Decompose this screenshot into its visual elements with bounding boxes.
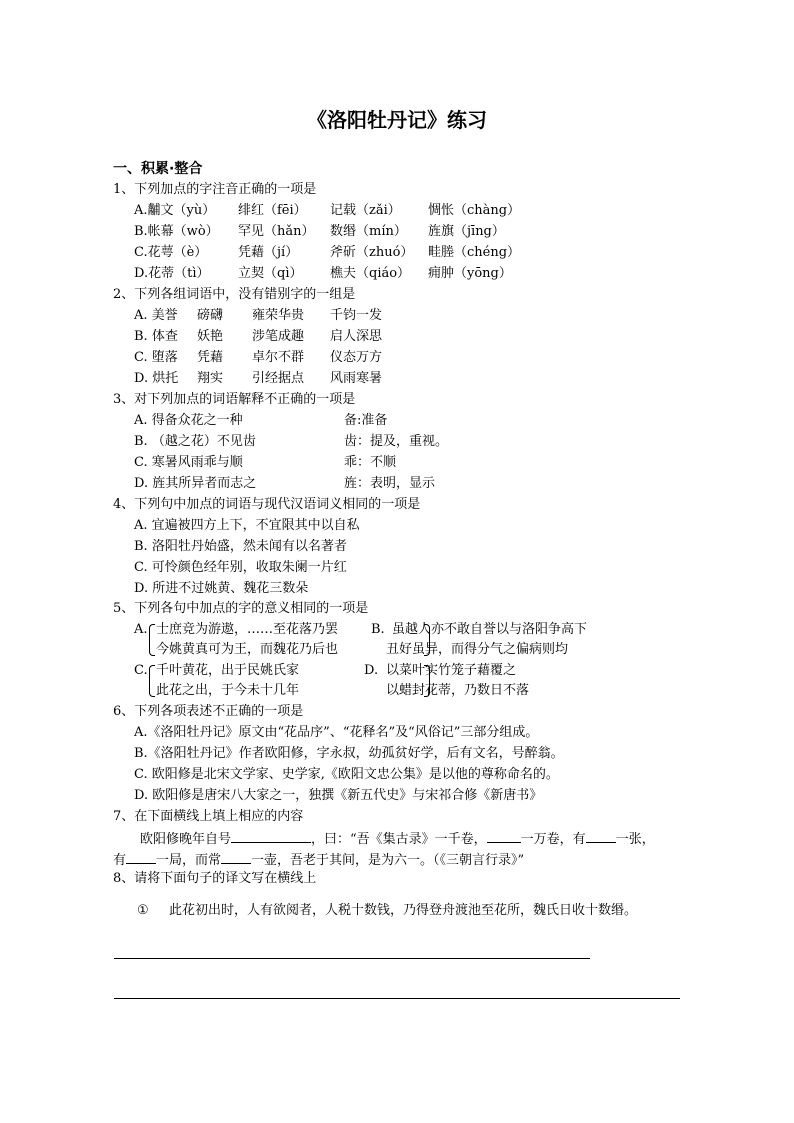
question-8-stem: 8、请将下面句子的译文写在横线上 xyxy=(113,871,317,886)
question-2-stem: 2、下列各组词语中，没有错别字的一组是 xyxy=(113,287,356,302)
answer-blank[interactable] xyxy=(231,830,311,843)
option-line: D. 所进不过姚黄、魏花三数朵 xyxy=(134,581,309,596)
option-cell: 凭藉（jí） xyxy=(238,245,299,260)
option-line: A. 宜遍被四方上下，不宜限其中以自私 xyxy=(134,518,360,533)
text-segment: 有 xyxy=(113,853,127,868)
option-cell: 斧斫（zhuó） xyxy=(330,245,414,260)
answer-blank[interactable] xyxy=(221,851,251,864)
option-cell: 乖：不顺 xyxy=(344,455,397,470)
option-line: 虽越人亦不敢自誉以与洛阳争高下 xyxy=(392,622,588,637)
question-7-stem: 7、在下面横线上填上相应的内容 xyxy=(113,809,304,824)
option-cell: 风雨寒暑 xyxy=(330,371,383,386)
text-segment: 一张， xyxy=(615,832,655,847)
translation-sentence: 此花初出时，人有欲阅者，人税十数钱，乃得登舟渡池至花所，魏氏日收十数缗。 xyxy=(169,903,638,918)
answer-blank[interactable] xyxy=(126,851,156,864)
option-line: 士庶竞为游遨，……至花落乃罢 xyxy=(156,622,339,637)
option-line: 此花之出，于今未十几年 xyxy=(156,683,300,698)
answer-line[interactable] xyxy=(114,958,590,959)
answer-blank[interactable] xyxy=(487,830,521,843)
option-cell: 数缗（mín） xyxy=(330,224,407,239)
translation-number: ① xyxy=(137,903,149,918)
option-cell: 畦塍（chéng） xyxy=(428,245,521,260)
option-cell: 磅礴 xyxy=(197,308,224,323)
text-segment: 一万卷，有 xyxy=(520,832,586,847)
option-cell: 仪态万方 xyxy=(330,350,383,365)
option-cell: C.花萼（è） xyxy=(134,245,208,260)
option-line: C. 欧阳修是北宋文学家、史学家,《欧阳文忠公集》是以他的尊称命名的。 xyxy=(134,767,559,782)
section-heading: 一、积累·整合 xyxy=(113,161,203,177)
option-line: B.《洛阳牡丹记》作者欧阳修，字永叔，幼孤贫好学，后有文名，号醉翁。 xyxy=(134,746,564,761)
option-line: D. 欧阳修是唐宋八大家之一，独撰《新五代史》与宋祁合修《新唐书》 xyxy=(134,788,543,803)
option-line: 今姚黄真可为王，而魏花乃后也 xyxy=(156,642,339,657)
option-line: 以菜叶实竹笼子藉覆之 xyxy=(386,663,517,678)
fill-blank-line-2 xyxy=(113,851,524,869)
option-cell: B. 体查 xyxy=(134,329,178,344)
text-segment: ，曰：“吾《集古录》一千卷， xyxy=(311,832,487,847)
option-line: 丑好虽异，而得分气之偏病则均 xyxy=(386,642,569,657)
option-cell: 涉笔成趣 xyxy=(252,329,305,344)
option-line: C. 可怜颜色经年别，收取朱阑一片红 xyxy=(134,560,347,575)
option-cell: D. 旌其所异者而志之 xyxy=(134,476,257,491)
option-cell: 凭藉 xyxy=(197,350,224,365)
option-line: A.《洛阳牡丹记》原文由“花品序”、“花释名”及“风俗记”三部分组成。 xyxy=(134,725,539,740)
option-line: 千叶黄花，出于民姚氏家 xyxy=(156,663,300,678)
option-line: B. 洛阳牡丹始盛，然未闻有以名著者 xyxy=(134,539,347,554)
question-5-stem: 5、下列各句中加点的字的意义相同的一项是 xyxy=(113,601,369,616)
brace-mark xyxy=(149,624,155,656)
option-line: 以蜡封花蒂，乃数日不落 xyxy=(386,683,530,698)
option-label: A. xyxy=(134,622,148,637)
option-cell: 绯红（fēi） xyxy=(238,203,307,218)
question-6-stem: 6、下列各项表述不正确的一项是 xyxy=(113,704,304,719)
option-cell: 妖艳 xyxy=(197,329,224,344)
option-cell: 雍荣华贵 xyxy=(252,308,305,323)
page-title: 《洛阳牡丹记》练习 xyxy=(307,108,487,132)
option-cell: D.花蒂（tì） xyxy=(134,266,210,281)
option-cell: 备:准备 xyxy=(344,413,388,428)
option-cell: B. （越之花）不见齿 xyxy=(134,434,256,449)
answer-blank[interactable] xyxy=(586,830,616,843)
text-segment: 一壶，吾老于其间，是为六一。（《三朝言行录》” xyxy=(251,853,525,868)
question-1-stem: 1、下列加点的字注音正确的一项是 xyxy=(113,182,317,197)
option-cell: C. 堕落 xyxy=(134,350,178,365)
option-cell: 齿：提及，重视。 xyxy=(344,434,449,449)
fill-blank-line-1 xyxy=(140,830,655,848)
option-cell: 卓尔不群 xyxy=(252,350,305,365)
option-label: D. xyxy=(364,663,379,678)
option-label: B. xyxy=(371,622,385,637)
option-cell: A. 得备众花之一种 xyxy=(134,413,243,428)
option-cell: 旌：表明，显示 xyxy=(344,476,436,491)
text-segment: 一局，而常 xyxy=(156,853,222,868)
option-cell: 记载（zǎi） xyxy=(330,203,401,218)
question-3-stem: 3、对下列加点的词语解释不正确的一项是 xyxy=(113,392,356,407)
option-cell: 樵夫（qiáo） xyxy=(330,266,411,281)
option-cell: A. 美誉 xyxy=(134,308,178,323)
option-cell: 立契（qì） xyxy=(238,266,303,281)
option-cell: 翔实 xyxy=(197,371,224,386)
option-cell: 痈肿（yōng） xyxy=(428,266,512,281)
text-segment: 欧阳修晚年自号 xyxy=(140,832,232,847)
option-cell: C. 寒暑风雨乖与顺 xyxy=(134,455,243,470)
option-cell: A.黼文（yù） xyxy=(134,203,216,218)
answer-line[interactable] xyxy=(114,998,680,999)
option-cell: B.帐幕（wò） xyxy=(134,224,219,239)
option-cell: 千钧一发 xyxy=(330,308,383,323)
option-cell: 启人深思 xyxy=(330,329,383,344)
option-cell: 引经据点 xyxy=(252,371,305,386)
question-4-stem: 4、下列句中加点的词语与现代汉语词义相同的一项是 xyxy=(113,497,421,512)
option-cell: D. 烘托 xyxy=(134,371,179,386)
option-cell: 惆怅（chàng） xyxy=(428,203,521,218)
option-label: C. xyxy=(134,663,148,678)
option-cell: 罕见（hǎn） xyxy=(238,224,315,239)
option-cell: 旌旗（jīng） xyxy=(428,224,505,239)
brace-mark xyxy=(149,665,155,697)
